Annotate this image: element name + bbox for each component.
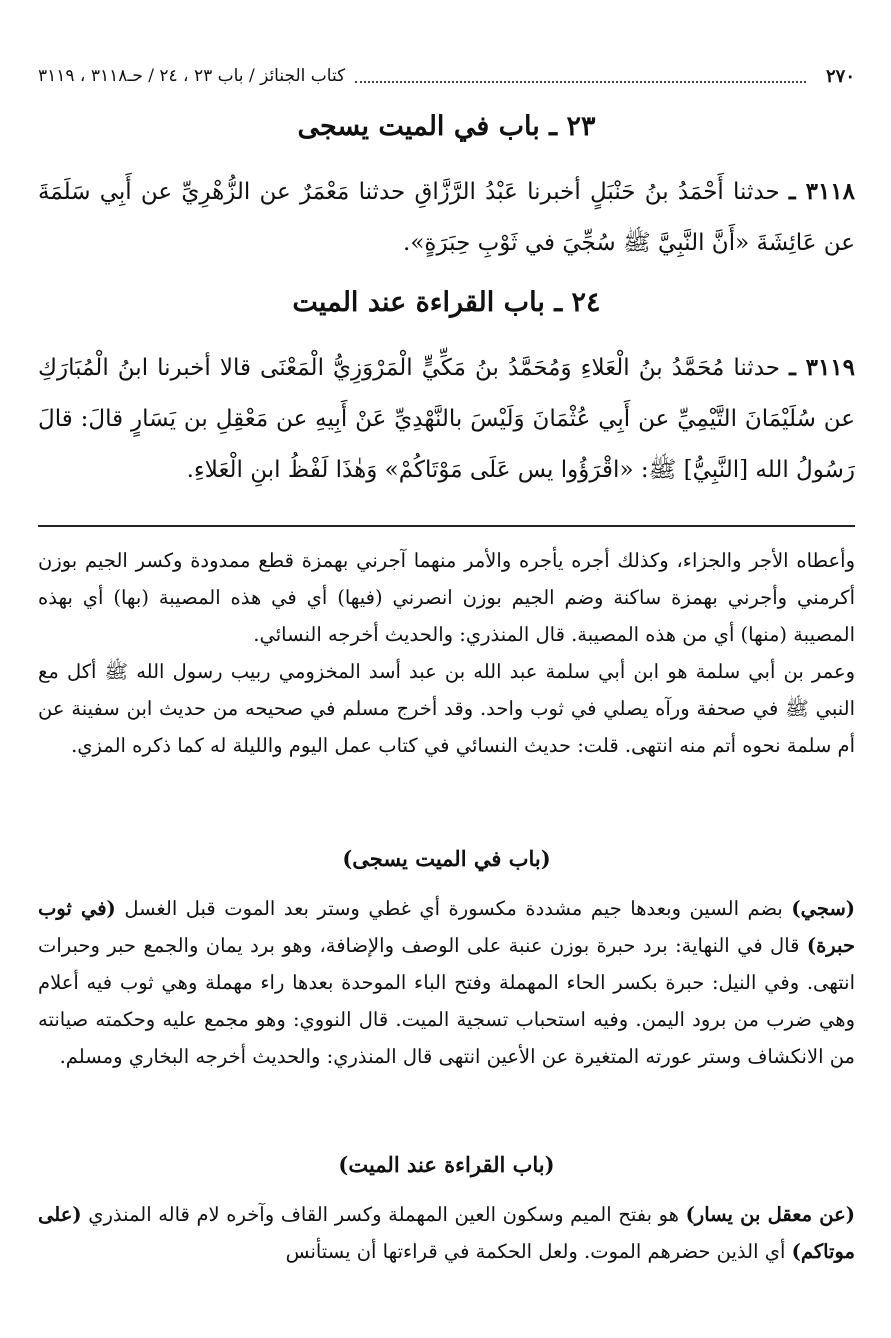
hadith-number: ٣١١٩ ـ [789,354,856,381]
commentary-text: قال في النهاية: برد حبرة بوزن عنبة على الوصف والإضافة، وهو برد يمان والجمع حبر وحبرات انتهى. وفي النيل: حبرة بكسر الحاء المهملة وفتح الباء الموحدة بعدها راء مهملة وهي ثوب فيه أعلام وهي ضرب من برود اليمن. وفيه استحباب تسجية الميت. قال النووي: وهو مجمع عليه وحكمته صيانته من الانكشاف وستر عورته المتغيرة عن الأعين انتهى قال المنذري: والحديث أخرجه البخاري ومسلم. [38,934,855,1068]
section-divider [38,525,855,527]
keyword: (في ثوب حبرة) [38,897,855,957]
hadith-text: حدثنا مُحَمَّدُ بنُ الْعَلاءِ وَمُحَمَّدُ بنُ مَكِّيٍّ الْمَرْوَزِيُّ الْمَعْنَى قالا أخبرنا ابنُ الْمُبَارَكِ عن سُلَيْمَانَ التَّيْمِيِّ عن أَبِي عُثْمَانَ وَلَيْسَ بالنَّهْدِيِّ عَنْ أَبِيهِ عن مَعْقِلِ بن يَسَارٍ قالَ: قالَ رَسُولُ الله [النَّبِيُّ] ﷺ: «اقْرَؤُوا يس عَلَى مَوْتَاكُمْ» وَهٰذَا لَفْظُ ابنِ الْعَلاءِ. [38,355,855,483]
keyword: (عن معقل بن يسار) [685,1203,856,1226]
chapter-24-heading: ٢٤ ـ باب القراءة عند الميت [292,287,601,318]
commentary-paragraph [38,890,855,1075]
keyword: (على موتاكم) [38,1203,855,1263]
commentary-text: أي الذين حضرهم الموت. ولعل الحكمة في قراءتها أن يستأنس [285,1240,786,1263]
page-header [38,62,855,90]
commentary-subheading: (باب في الميت يسجى) [342,846,551,871]
hadith-text: حدثنا أَحْمَدُ بنُ حَنْبَلٍ أخبرنا عَبْدُ الرَّزَّاقِ حدثنا مَعْمَرٌ عن الزُّهْرِيِّ عن أَبِي سَلَمَةَ عن عَائِشَةَ «أَنَّ النَّبِيَّ ﷺ سُجِّيَ في ثَوْبِ حِبَرَةٍ». [38,179,855,256]
commentary-text: هو بفتح الميم وسكون العين المهملة وكسر القاف وآخره لام قاله المنذري [88,1203,679,1226]
page-number: ٢٧٠ [825,65,855,87]
commentary-text: بضم السين وبعدها جيم مشددة مكسورة أي غطي وستر بعد الموت قبل الغسل [124,897,783,920]
commentary-paragraph: وعمر بن أبي سلمة هو ابن أبي سلمة عبد الله بن عبد أسد المخزومي ربيب رسول الله ﷺ أكل مع النبي ﷺ في صحفة ورآه يصلي في ثوب واحد. وقد أخرج مسلم في صحيحه من حديث ابن سفينة عن أم سلمة نحوه أتم منه انتهى. قلت: حديث النسائي في كتاب عمل اليوم والليلة له كما ذكره المزي. [38,660,855,757]
commentary-paragraph: وأعطاه الأجر والجزاء، وكذلك أجره يأجره والأمر منهما آجرني بهمزة قطع ممدودة وكسر الجيم بوزن أكرمني وأجرني بهمزة ساكنة وضم الجيم بوزن انصرني (فيها) أي في هذه المصيبة (بها) أي بهذه المصيبة (منها) أي من هذه المصيبة. قال المنذري: والحديث أخرجه النسائي. [38,549,855,646]
book-page [38,0,855,1338]
hadith-3118 [38,166,855,269]
commentary-paragraph [38,1196,855,1270]
keyword: (سجي) [791,897,856,920]
hadith-3119 [38,342,855,496]
chapter-23-heading: ٢٣ ـ باب في الميت يسجى [297,111,596,142]
running-title: كتاب الجنائز / باب ٢٣ ، ٢٤ / حـ٣١١٨ ، ٣١١٩ [38,66,346,86]
hadith-number: ٣١١٨ ـ [788,178,856,205]
header-dotted-leader [355,69,806,83]
commentary-subheading: (باب القراءة عند الميت) [338,1152,555,1177]
